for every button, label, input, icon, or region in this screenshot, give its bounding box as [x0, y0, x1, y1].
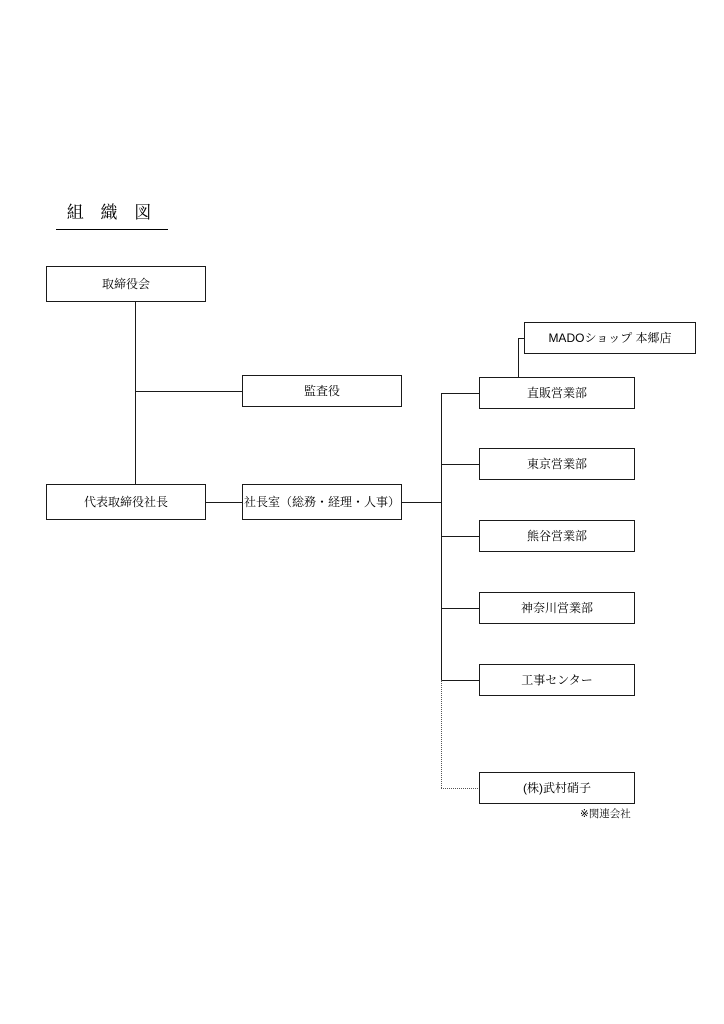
- node-construction-center-label: 工事センター: [521, 672, 593, 687]
- connector-trunk-to-kanagawa: [441, 608, 480, 609]
- node-presidents-office[interactable]: [242, 484, 402, 520]
- node-construction-center[interactable]: [479, 664, 635, 696]
- node-president-label: 代表取締役社長: [83, 494, 168, 509]
- node-kumagaya-sales-dept[interactable]: [479, 520, 635, 552]
- node-tokyo-sales-dept-label: 東京営業部: [526, 456, 587, 471]
- node-direct-sales-dept[interactable]: [479, 377, 635, 409]
- node-mado-shop-hongo[interactable]: [524, 322, 696, 354]
- connector-dotted-vertical-takemura: [441, 680, 442, 788]
- node-tokyo-sales-dept[interactable]: [479, 448, 635, 480]
- node-auditor[interactable]: [242, 375, 402, 407]
- affiliate-footnote: ※関連会社: [580, 808, 631, 820]
- node-takemura-glass[interactable]: [479, 772, 635, 804]
- node-presidents-office-label: 社長室（総務・経理・人事）: [243, 494, 400, 509]
- connector-trunk-to-kumagaya: [441, 536, 480, 537]
- node-direct-sales-dept-label: 直販営業部: [526, 385, 587, 400]
- node-board-label: 取締役会: [101, 276, 150, 291]
- connector-board-to-auditor: [135, 391, 243, 392]
- node-kumagaya-sales-dept-label: 熊谷営業部: [526, 528, 587, 543]
- connector-trunk-to-chokuhan: [441, 393, 480, 394]
- node-president[interactable]: [46, 484, 206, 520]
- connector-president-to-presoffice: [206, 502, 243, 503]
- node-board[interactable]: [46, 266, 206, 302]
- connector-board-to-president: [135, 302, 136, 502]
- connector-dotted-horizontal-takemura: [441, 788, 480, 789]
- connector-trunk-to-tokyo: [441, 464, 480, 465]
- node-takemura-glass-label: (株)武村硝子: [523, 780, 591, 795]
- connector-presoffice-to-trunk: [402, 502, 442, 503]
- node-auditor-label: 監査役: [303, 383, 340, 398]
- page-title: 組 織 図: [56, 198, 168, 230]
- node-kanagawa-sales-dept[interactable]: [479, 592, 635, 624]
- node-mado-shop-hongo-label: MADOショップ 本郷店: [548, 330, 672, 345]
- connector-trunk-to-koji: [441, 680, 480, 681]
- node-kanagawa-sales-dept-label: 神奈川営業部: [520, 600, 593, 615]
